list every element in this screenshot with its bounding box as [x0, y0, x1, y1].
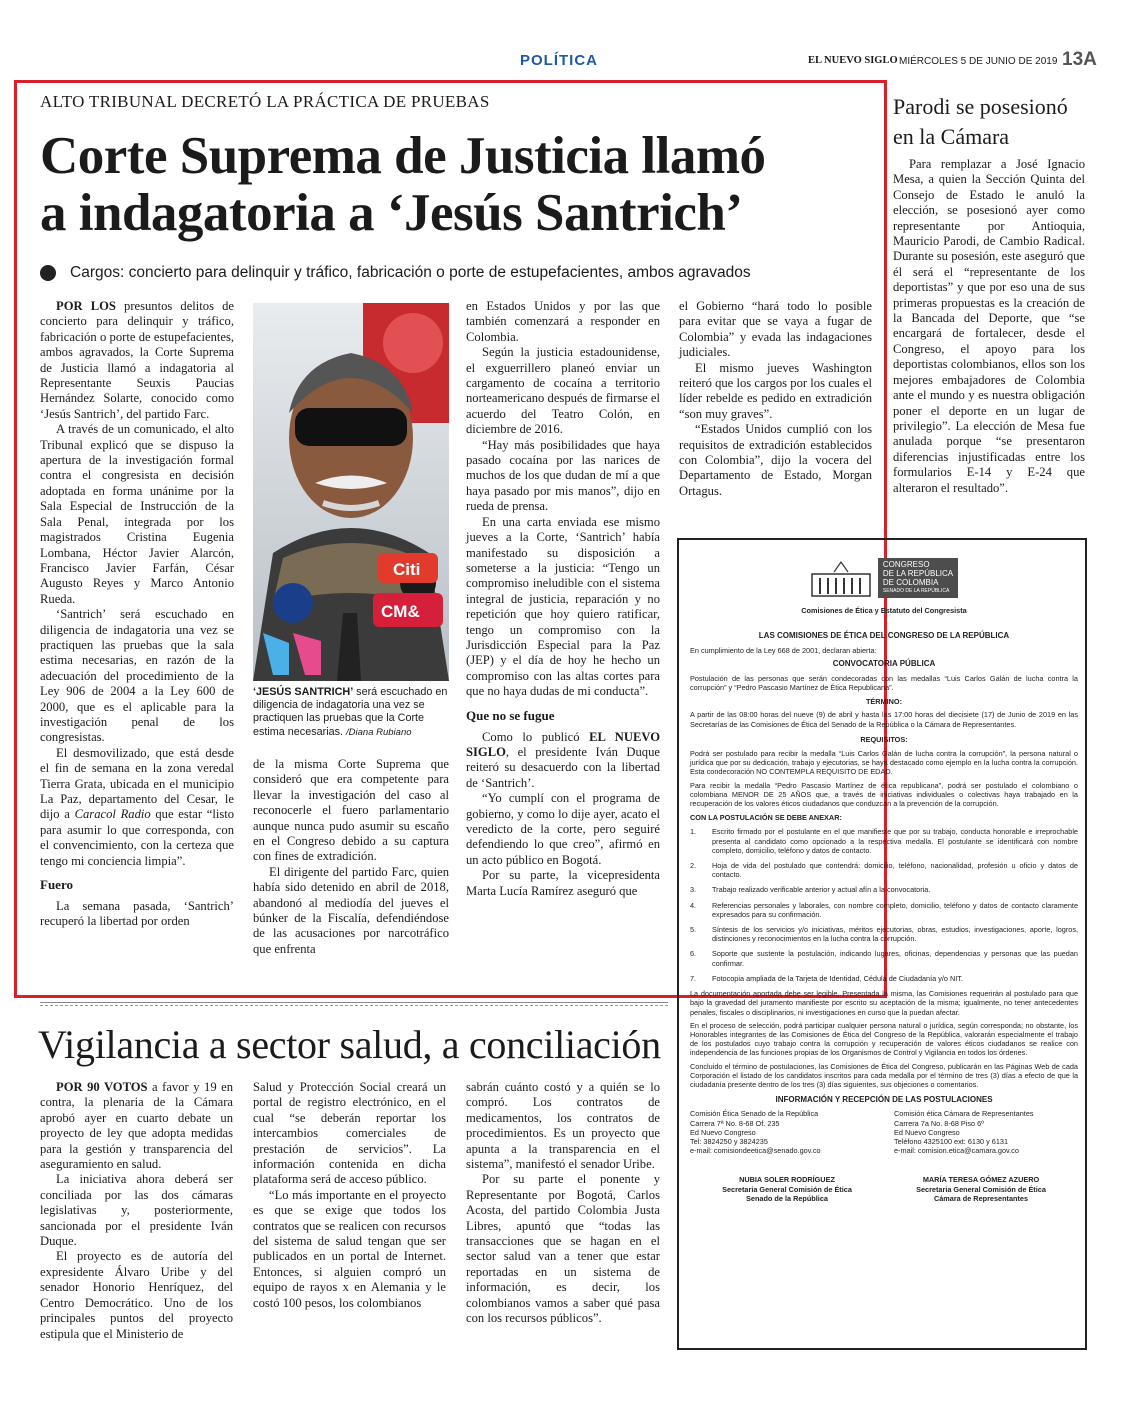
paragraph: de la misma Corte Suprema que consideró que era competente para llevar la investigación del caso al reconocerle el fuero parlamentario aunque nunca pudo asumir su escaño en el Congreso debido a su captura con fines de extradición.: [253, 757, 449, 864]
paragraph: El mismo jueves Washington reiteró que los cargos por los cuales el líder rebelde es pedido en extradición “son muy graves”.: [679, 360, 872, 421]
item-text: Síntesis de los servicios y/o iniciativas, méritos ejecutorias, obras, estudios, investigaciones, aporte, logros, distinciones y reconocimientos en la lucha contra la corrupción.: [712, 925, 1078, 944]
logo-line: SENADO DE LA REPÚBLICA: [882, 588, 950, 594]
second-column-3: [466, 1080, 660, 1327]
notice-paragraph: A partir de las 08:00 horas del nueve (9) de abril y hasta las 17:00 horas del diecisiete (17) de Junio de 2019 en las Secretarías de las Comisiones de Ética del Senado de la República o la Cámara de Representantes.: [690, 710, 1078, 729]
notice-paragraph: Concluido el término de postulaciones, las Comisiones de Ética del Congreso, publicarán en las Páginas Web de cada Corporación el listado de los candidatos inscritos para cada medalla por el término de tres (3) días a efecto de que la ciudadanía presente dentro de los tres (3) días siguientes, sus objeciones o comentarios.: [690, 1061, 1078, 1089]
contact-line: Comisión ética Cámara de Representantes: [894, 1109, 1034, 1119]
photo-caption: [253, 686, 449, 739]
notice-paragraph: Postulación de las personas que serán condecoradas con las medallas “Luis Carlos Galán de lucha contra la corrupción” y “Pedro Pascasio Martínez de Ética Republicana”.: [690, 673, 1078, 693]
contact-line: e-mail: comision.etica@camara.gov.co: [894, 1146, 1019, 1156]
kicker: ALTO TRIBUNAL DECRETÓ LA PRÁCTICA DE PRUEBAS: [40, 92, 490, 111]
notice-intro: En cumplimiento de la Ley 668 de 2001, declaran abierta:: [690, 646, 877, 656]
caption-text: será escuchado en diligencia de indagatoria una vez se practiquen las pruebas que la Corte estima necesarias.: [253, 686, 448, 738]
paragraph: Según la justicia estadounidense, el exguerrillero planeó enviar un cargamento de cocaína a territorio norteamericano después de firmarse el acuerdo del Teatro Colón, en diciembre de 2016.: [466, 345, 660, 437]
requirement-item: [690, 827, 1078, 855]
paragraph: “Lo más importante en el proyecto es que se exige que todos los contratos que se realicen con recursos del sistema de salud tengan que ser publicados en un portal de Internet. Entonces, si alguien compró un equipo de rayos x en Alemania y le costó 100 pesos, los colombianos: [253, 1187, 446, 1310]
side-article-body: [893, 157, 1085, 496]
page-number: 13A: [1062, 49, 1097, 70]
signature-line: NUBIA SOLER RODRÍGUEZ: [739, 1175, 835, 1185]
publication-date: MIÉRCOLES 5 DE JUNIO DE 2019: [899, 56, 1058, 67]
lead-in: POR 90 VOTOS: [56, 1080, 148, 1094]
contact-line: Ed Nuevo Congreso: [894, 1127, 960, 1137]
item-number: 6.: [690, 949, 697, 959]
signature-block: [690, 1175, 1078, 1203]
logo-line: DE COLOMBIA: [882, 578, 939, 587]
paragraph: La semana pasada, ‘Santrich’ recuperó la libertad por orden: [40, 899, 234, 929]
paragraph: El desmovilizado, que está desde el fin de semana en la zona veredal Tierra Grata, ubicada en el municipio La Paz, departamento del Cesar, le dijo a: [40, 745, 234, 822]
requirement-item: [690, 885, 1078, 894]
item-text: Referencias personales y laborales, con nombre completo, domicilio, teléfono y datos de contacto claramente expresados para su confirmación.: [712, 900, 1078, 919]
lead-in: POR LOS: [56, 299, 116, 313]
requirements-list: [690, 827, 1078, 983]
paragraph: “Hay más posibilidades que haya pasado cocaína por las narices de muchos de los que dudan de mí a que haya pasado por mis manos”, dijo en rueda de prensa.: [466, 437, 660, 514]
section-heading: Que no se fugue: [466, 707, 555, 723]
paragraph: En una carta enviada ese mismo jueves a la Corte, ‘Santrich’ había manifestado su disposición a someterse a la justicia: “Tengo un compromiso ineludible con el sistema integral de justicia, reparación y no repetición que hoy quiero ratificar, tengo un compromiso con la Jurisdicción Especial para la Paz (JEP) y el día de hoy he hecho un compromiso con las altas cortes para que no haya dudas de mi conducta”.: [466, 514, 660, 699]
radio-name: Caracol Radio: [74, 807, 151, 822]
contact-line: Comisión Ética Senado de la República: [690, 1109, 819, 1119]
paragraph: Para remplazar a José Ignacio Mesa, a quien la Sección Quinta del Consejo de Estado le anuló la elección, se posesionó ayer como representante por Antioquia, Mauricio Parodi, de Cambio Radical. Durante su posesión, este aseguró que él será el “representante de los deportistas” y que por eso una de sus primeras propuestas es la creación de la Bancada del Deporte, que “se encargará de fortalecer, desde el Congreso, el apoyo para los deportistas colombianos, ellos son los mejores embajadores de Colombia ante el mundo y es nuestra obligación poner el deporte en un lugar de privilegio”. La elección de Mesa fue anulada porque “se presentaron diferencias injustificadas entre los formularios E-14 y E-24 que alteraron el resultado”.: [893, 157, 1085, 495]
signature-line: Cámara de Representantes: [933, 1193, 1029, 1203]
termino-heading: TÉRMINO:: [865, 697, 903, 707]
requirement-item: [690, 949, 1078, 967]
paragraph: a favor y 19 en contra, la plenaria de la Cámara aprobó ayer en cuarto debate un proyecto de ley que adopta medidas para la gestión y transparencia del aseguramiento en salud.: [40, 1080, 233, 1172]
section-heading: Fuero: [40, 877, 73, 893]
notice-paragraph: Para recibir la medalla “Pedro Pascasio Martínez de ética republicana”, podrá ser postulado el colombiano o colombiana MENOR DE 25 AÑOS que, a través de iniciativas individuales o colectivas haya trabajado en la recuperación de los valores éticos ciudadanos que conduzcan a la prevención de la corrupción.: [690, 780, 1078, 809]
item-text: Hoja de vida del postulado que contendrá: domicilio, teléfono, nacionalidad, profesión u oficio y datos de contacto.: [712, 861, 1078, 880]
requirement-item: [690, 925, 1078, 943]
contact-line: Carrera 7ª No. 8-68 Of. 235: [690, 1118, 780, 1128]
paragraph: presuntos delitos de concierto para delinquir y tráfico, fabricación o porte de estupefacientes, ambos agravados, la Corte Suprema de Justicia llamó a indagatoria al Representante Seuxis Paucias Hernández Solarte, conocido como ‘Jesús Santrich’, del partido Farc.: [40, 299, 234, 421]
item-number: 3.: [690, 885, 697, 895]
santrich-photo: [253, 303, 449, 681]
congress-notice-ad: [677, 538, 1087, 1350]
paragraph: ‘Santrich’ será escuchado en diligencia de indagatoria una vez se practiquen las pruebas que la sala estima necesarias, en razón de la adecuación del procedimiento de la Ley 906 de 2004 a la Ley 600 de 2000, que es el aplicable para la investigación penal de los congresistas.: [40, 607, 234, 745]
logo-text-block: [878, 558, 958, 598]
article-column-2: [253, 757, 449, 957]
newspaper-mention: EL NUEVO SIGLO: [466, 729, 661, 759]
contact-line: Tel: 3824250 y 3824235: [690, 1136, 768, 1146]
paragraph: El proyecto es de autoría del expresidente Álvaro Uribe y del senador Honorio Henríquez, del Centro Democrático. Uno de los principales puntos del proyecto estipula que el Ministerio de: [40, 1249, 233, 1341]
notice-paragraph: Podrá ser postulado para recibir la medalla “Luis Carlos Galán de lucha contra la corrupción”, la persona natural o jurídica que por su dedicación, trabajo y ejecutorias, se haya destacado como ejemplo en la lucha contra la corrupción. Esta condecoración NO CONTEMPLA REQUISITO DE EDAD.: [690, 749, 1078, 777]
contact-block: [690, 1109, 1078, 1155]
paragraph: El dirigente del partido Farc, quien había sido detenido en abril de 2018, abandonó al mediodía del jueves el búnker de la Fiscalía, defendiéndose de las acusaciones por narcotráfico que enfrenta: [253, 864, 449, 956]
contact-line: e-mail: comisiondeetica@senado.gov.co: [690, 1146, 821, 1156]
chamber-contact: [894, 1109, 1078, 1155]
caption-name: ‘JESÚS SANTRICH’: [253, 686, 354, 698]
paragraph: “Yo cumplí con el programa de gobierno, y como lo dije ayer, acato el veredicto de la corte, pero seguiré defendiendo lo que creo”, afirmó en un acto público en Bogotá.: [466, 791, 660, 867]
item-text: Soporte que sustente la postulación, indicando lugares, oficinas, dependencias y personas que las puedan confirmar.: [712, 949, 1078, 968]
requirement-item: [690, 901, 1078, 919]
senate-signature: [690, 1175, 884, 1203]
bullet-icon: [40, 265, 56, 281]
paragraph: Por su parte, la vicepresidenta Marta Lucía Ramírez aseguró que: [466, 868, 660, 898]
item-number: 4.: [690, 900, 697, 910]
item-number: 1.: [690, 827, 697, 837]
paragraph: Por su parte el ponente y Representante por Bogotá, Carlos Acosta, del partido Colombia Justa Libres, apuntó que “todas las transacciones que se hagan en el sector salud van a tener que estar reportadas en un sistema de información, es decir, los colombianos vamos a saber qué pasa con los recursos públicos”.: [466, 1172, 660, 1326]
signature-line: Secretaria General Comisión de Ética: [916, 1184, 1046, 1194]
side-title-line-2: en la Cámara: [893, 124, 1010, 149]
item-text: Trabajo realizado verificable anterior y actual afín a la convocatoria.: [712, 885, 931, 895]
signature-line: Senado de la República: [746, 1193, 828, 1203]
anexar-heading: CON LA POSTULACIÓN SE DEBE ANEXAR:: [690, 813, 842, 823]
paragraph: “Estados Unidos cumplió con los requisitos de extradición establecidos con Colombia”, dijo la vocera del Departamento de Estado, Morgan Ortagus.: [679, 422, 872, 498]
logo-line: CONGRESO: [882, 560, 930, 569]
divider: [40, 1002, 668, 1003]
second-column-1: [40, 1080, 233, 1342]
mic-tag-citi: Citi: [393, 560, 421, 579]
signature-line: MARÍA TERESA GÓMEZ AZUERO: [922, 1175, 1040, 1185]
item-number: 7.: [690, 973, 697, 983]
paragraph: , el presidente Iván Duque reiteró su desacuerdo con la libertad de ‘Santrich’.: [466, 744, 660, 790]
side-article-title: [893, 92, 1103, 152]
paragraph: sabrán cuánto costó y a quién se lo compró. Los contratos de medicamentos, los contratos de procedimientos. Es un proyecto que apunta a la transparencia en el sistema”, manifestó el senador Uribe.: [466, 1080, 660, 1172]
requisitos-heading: REQUISITOS:: [860, 734, 908, 744]
subheadline-text: Cargos: concierto para delinquir y tráfico, fabricación o porte de estupefacientes, ambos agravados: [70, 264, 751, 281]
article-column-4: [679, 299, 872, 499]
convocatoria-heading: CONVOCATORIA PÚBLICA: [832, 658, 936, 668]
contact-line: Ed Nuevo Congreso: [690, 1127, 756, 1137]
subheadline: [40, 264, 751, 282]
article-column-1: [40, 299, 234, 930]
divider: [40, 1005, 668, 1006]
paragraph: Como lo publicó: [482, 729, 590, 744]
requirement-item: [690, 974, 1078, 983]
item-number: 2.: [690, 861, 697, 871]
section-label: POLÍTICA: [520, 52, 598, 69]
paragraph: que estar “listo para asumir lo que corresponda, con el convencimiento, con la certeza que tengo mi conciencia limpia”.: [40, 807, 235, 868]
item-number: 5.: [690, 925, 697, 935]
notice-paragraph: En el proceso de selección, podrá participar cualquier persona natural o jurídica, según corresponda; no obstante, los Honorables integrantes de las Comisiones de Ética del Congreso de la República, valorarán especialmente el trabajo de los postulados cuyo trabajo contra la corrupción y recuperación de valores éticos ciudadanos se realice con independencia de las funciones propias de los Organismos de Control y Vigilancia en todos los órdenes.: [690, 1020, 1078, 1058]
article-column-3: [466, 299, 660, 899]
chamber-signature: [884, 1175, 1078, 1203]
paragraph: el Gobierno “hará todo lo posible para evitar que se vaya a fugar de Colombia” y evada las indagaciones judiciales.: [679, 299, 872, 360]
side-title-line-1: Parodi se posesionó: [893, 94, 1068, 119]
item-text: Escrito firmado por el postulante en el que manifieste que por su trabajo, conducta honorable e irreprochable presenta al candidato como opcionado a la respectiva medalla. El postulante se identificará con nombre completo, domicilio, teléfono y datos de contacto.: [712, 827, 1078, 855]
second-column-2: [253, 1080, 446, 1311]
logo-line: DE LA REPÚBLICA: [882, 569, 954, 578]
commissions-label: Comisiones de Ética y Estatuto del Congresista: [801, 606, 967, 615]
mic-tag-cm: CM&: [381, 602, 420, 621]
item-text: Fotocopia ampliada de la Tarjeta de Identidad, Cédula de Ciudadanía y/o NIT.: [712, 973, 963, 983]
contact-line: Carrera 7a No. 8-68 Piso 6º: [894, 1118, 984, 1128]
paragraph: A través de un comunicado, el alto Tribunal explicó que se dispuso la apertura de la investigación formal contra el congresista en decisión adoptada en forma unánime por la Sala Especial de Instrucción de la Sala Penal, integrada por los magistrados Cristina Eugenia Lombana, Héctor Javier Alarcón, Francisco Javier Farfán, César Augusto Reyes y Marco Antonio Rueda.: [40, 422, 234, 606]
signature-line: Secretaria General Comisión de Ética: [722, 1184, 852, 1194]
capitol-icon: [810, 558, 872, 598]
requirement-item: [690, 861, 1078, 879]
paragraph: Salud y Protección Social creará un portal de registro electrónico, en el cual “se deberán reportar los intercambios comerciales de prestación de servicios”. La información contenida en dicha plataforma será de acceso público.: [253, 1080, 446, 1187]
info-heading: INFORMACIÓN Y RECEPCIÓN DE LAS POSTULACIONES: [775, 1095, 993, 1105]
senate-contact: [690, 1109, 894, 1155]
paragraph: La iniciativa ahora deberá ser conciliada por las dos cámaras legislativas y, posteriormente, sancionada por el presidente Iván Duque.: [40, 1172, 233, 1249]
headline: [40, 128, 880, 242]
headline-line-1: Corte Suprema de Justicia llamó: [40, 127, 766, 185]
notice-title: LAS COMISIONES DE ÉTICA DEL CONGRESO DE LA REPÚBLICA: [758, 631, 1010, 641]
newspaper-name: EL NUEVO SIGLO: [808, 55, 898, 66]
notice-paragraph: La documentación aportada debe ser legible, Presentada la misma, las Comisiones requerirán al postulado para que bajo la gravedad del juramento manifieste por escrito su aceptación de la misma; igualmente, no tener antecedentes penales, fiscales o disciplinarios, ni investigaciones en curso que la puedan afectar.: [690, 989, 1078, 1017]
headline-line-2: a indagatoria a ‘Jesús Santrich’: [40, 184, 743, 242]
contact-line: Teléfono 4325100 ext: 6130 y 6131: [894, 1136, 1009, 1146]
second-headline: Vigilancia a sector salud, a conciliación: [38, 1022, 661, 1067]
paragraph: en Estados Unidos y por las que también comenzará a responder en Colombia.: [466, 299, 660, 344]
congress-logo: [690, 554, 1078, 602]
photo-credit: /Diana Rubiano: [346, 726, 412, 738]
